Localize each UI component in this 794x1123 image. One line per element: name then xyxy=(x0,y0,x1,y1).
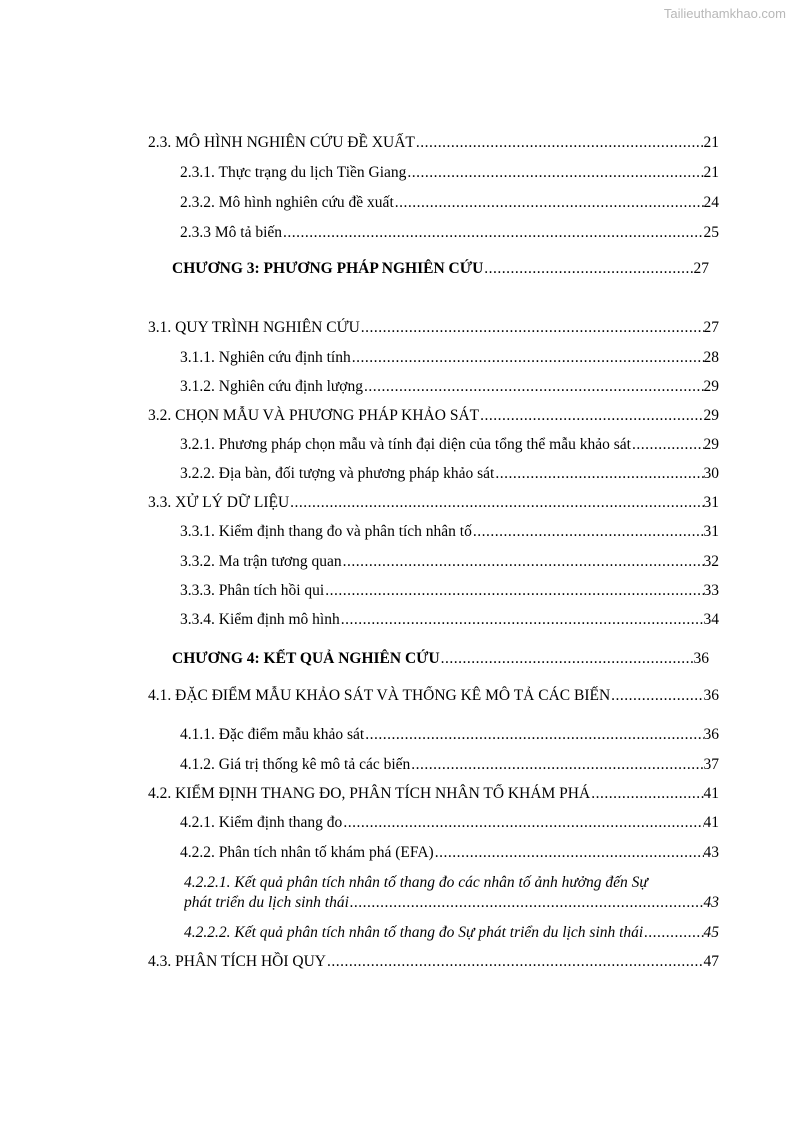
dot-leader xyxy=(349,893,704,913)
dot-leader xyxy=(610,686,703,706)
toc-entry-page: 37 xyxy=(703,756,719,773)
toc-entry-page: 29 xyxy=(703,378,719,395)
toc-entry-page: 32 xyxy=(703,553,719,570)
toc-entry-page: 36 xyxy=(703,726,719,743)
dot-leader xyxy=(494,464,703,484)
toc-entry[interactable] xyxy=(180,843,719,863)
toc-entry-page: 31 xyxy=(703,523,719,540)
toc-entry-title: 3.3. XỬ LÝ DỮ LIỆU xyxy=(148,494,290,511)
toc-entry[interactable] xyxy=(180,581,719,601)
toc-entry-title: 4.2.2. Phân tích nhân tố khám phá (EFA) xyxy=(180,844,434,861)
toc-chapter-entry[interactable] xyxy=(172,259,709,279)
dot-leader xyxy=(340,610,704,630)
toc-entry[interactable] xyxy=(180,223,719,243)
dot-leader xyxy=(351,348,704,368)
toc-entry[interactable] xyxy=(148,952,719,972)
toc-entry[interactable] xyxy=(180,522,719,542)
toc-entry[interactable] xyxy=(180,755,719,775)
toc-entry-title: 2.3.1. Thực trạng du lịch Tiền Giang xyxy=(180,164,407,181)
toc-entry-title: 2.3.3 Mô tả biến xyxy=(180,224,283,241)
dot-leader xyxy=(360,318,704,338)
toc-entry-title: 3.1.1. Nghiên cứu định tính xyxy=(180,349,351,366)
toc-entry-page: 30 xyxy=(703,465,719,482)
dot-leader xyxy=(631,435,704,455)
toc-entry-page: 34 xyxy=(703,611,719,628)
dot-leader xyxy=(289,493,703,513)
toc-entry[interactable] xyxy=(148,784,719,804)
toc-entry-title: 3.3.2. Ma trận tương quan xyxy=(180,553,342,570)
toc-entry-page: 31 xyxy=(703,494,719,511)
toc-entry-title: 4.1.1. Đặc điểm mẫu khảo sát xyxy=(180,726,365,743)
toc-entry-page: 21 xyxy=(703,164,719,181)
toc-entry-page: 29 xyxy=(703,436,719,453)
toc-entry-title: 2.3.2. Mô hình nghiên cứu đề xuất xyxy=(180,194,394,211)
dot-leader xyxy=(590,784,703,804)
toc-chapter-entry[interactable] xyxy=(172,649,709,669)
watermark: Tailieuthamkhao.com xyxy=(663,6,786,21)
toc-entry-title: 4.3. PHÂN TÍCH HỒI QUY xyxy=(148,953,326,970)
toc-entry-title: 3.1. QUY TRÌNH NGHIÊN CỨU xyxy=(148,319,360,336)
toc-entry[interactable] xyxy=(148,686,719,706)
toc-entry-page: 25 xyxy=(703,224,719,241)
dot-leader xyxy=(342,813,703,833)
toc-entry-page: 45 xyxy=(703,924,719,941)
toc-entry-title-line1[interactable]: 4.2.2.1. Kết quả phân tích nhân tố thang đo các nhân tố ảnh hưởng đến Sự xyxy=(184,874,648,891)
toc-entry-title: 3.1.2. Nghiên cứu định lượng xyxy=(180,378,363,395)
toc-entry-title: 3.2. CHỌN MẪU VÀ PHƯƠNG PHÁP KHẢO SÁT xyxy=(148,407,480,424)
toc-entry-title: 3.2.2. Địa bàn, đối tượng và phương pháp khảo sát xyxy=(180,465,495,482)
dot-leader xyxy=(643,923,703,943)
toc-entry-title: 3.3.1. Kiểm định thang đo và phân tích nhân tố xyxy=(180,523,472,540)
toc-entry-title: 4.2.1. Kiểm định thang đo xyxy=(180,814,343,831)
toc-entry-title: 4.2. KIỂM ĐỊNH THANG ĐO, PHÂN TÍCH NHÂN TỐ KHÁM PHÁ xyxy=(148,785,591,802)
dot-leader xyxy=(324,581,703,601)
toc-entry-page: 21 xyxy=(703,134,719,151)
toc-entry[interactable] xyxy=(180,552,719,572)
toc-entry-page: 29 xyxy=(703,407,719,424)
toc-entry-title: 3.3.4. Kiểm định mô hình xyxy=(180,611,340,628)
dot-leader xyxy=(342,552,704,572)
toc-entry-title: 4.1.2. Giá trị thống kê mô tả các biến xyxy=(180,756,411,773)
toc-entry[interactable] xyxy=(180,163,719,183)
toc-entry[interactable] xyxy=(180,435,719,455)
toc-entry-page: 47 xyxy=(703,953,719,970)
toc-entry[interactable] xyxy=(148,133,719,153)
toc-entry-title: 3.3.3. Phân tích hồi qui xyxy=(180,582,325,599)
dot-leader xyxy=(394,193,704,213)
toc-entry-page: 43 xyxy=(703,844,719,861)
toc-entry-title-line2: phát triển du lịch sinh thái xyxy=(184,894,349,911)
toc-entry[interactable] xyxy=(148,406,719,426)
toc-entry-page: 36 xyxy=(703,687,719,704)
toc-entry-title: CHƯƠNG 4: KẾT QUẢ NGHIÊN CỨU xyxy=(172,650,440,667)
toc-entry[interactable] xyxy=(180,610,719,630)
dot-leader xyxy=(364,725,703,745)
dot-leader xyxy=(440,649,694,669)
toc-entry-page: 24 xyxy=(703,194,719,211)
dot-leader xyxy=(479,406,703,426)
toc-entry-page: 27 xyxy=(693,260,709,277)
dot-leader xyxy=(363,377,704,397)
toc-entry[interactable] xyxy=(180,813,719,833)
toc-entry-title: 4.1. ĐẶC ĐIỂM MẪU KHẢO SÁT VÀ THỐNG KÊ MÔ TẢ CÁC BIẾN xyxy=(148,687,611,704)
toc-entry-page: 36 xyxy=(693,650,709,667)
toc-entry-title: CHƯƠNG 3: PHƯƠNG PHÁP NGHIÊN CỨU xyxy=(172,260,484,277)
toc-entry[interactable] xyxy=(180,725,719,745)
toc-entry[interactable] xyxy=(180,377,719,397)
dot-leader xyxy=(326,952,704,972)
toc-entry[interactable] xyxy=(180,193,719,213)
toc-entry-page: 43 xyxy=(703,894,719,911)
toc-entry-page: 28 xyxy=(703,349,719,366)
toc-entry[interactable] xyxy=(184,893,719,913)
dot-leader xyxy=(282,223,703,243)
dot-leader xyxy=(410,755,703,775)
toc-entry[interactable] xyxy=(148,318,719,338)
toc-entry-title: 2.3. MÔ HÌNH NGHIÊN CỨU ĐỀ XUẤT xyxy=(148,134,415,151)
toc-entry[interactable] xyxy=(184,923,719,943)
toc-entry[interactable] xyxy=(180,464,719,484)
toc-entry-title: 3.2.1. Phương pháp chọn mẫu và tính đại diện của tổng thể mẫu khảo sát xyxy=(180,436,631,453)
toc-entry[interactable] xyxy=(180,348,719,368)
toc-entry-page: 41 xyxy=(703,814,719,831)
dot-leader xyxy=(434,843,704,863)
dot-leader xyxy=(472,522,704,542)
toc-entry-page: 41 xyxy=(703,785,719,802)
toc-entry-page: 33 xyxy=(703,582,719,599)
dot-leader xyxy=(415,133,704,153)
toc-entry[interactable] xyxy=(148,493,719,513)
dot-leader xyxy=(406,163,703,183)
toc-entry-page: 27 xyxy=(703,319,719,336)
dot-leader xyxy=(483,259,693,279)
toc-entry-title: 4.2.2.2. Kết quả phân tích nhân tố thang đo Sự phát triển du lịch sinh thái xyxy=(184,924,644,941)
